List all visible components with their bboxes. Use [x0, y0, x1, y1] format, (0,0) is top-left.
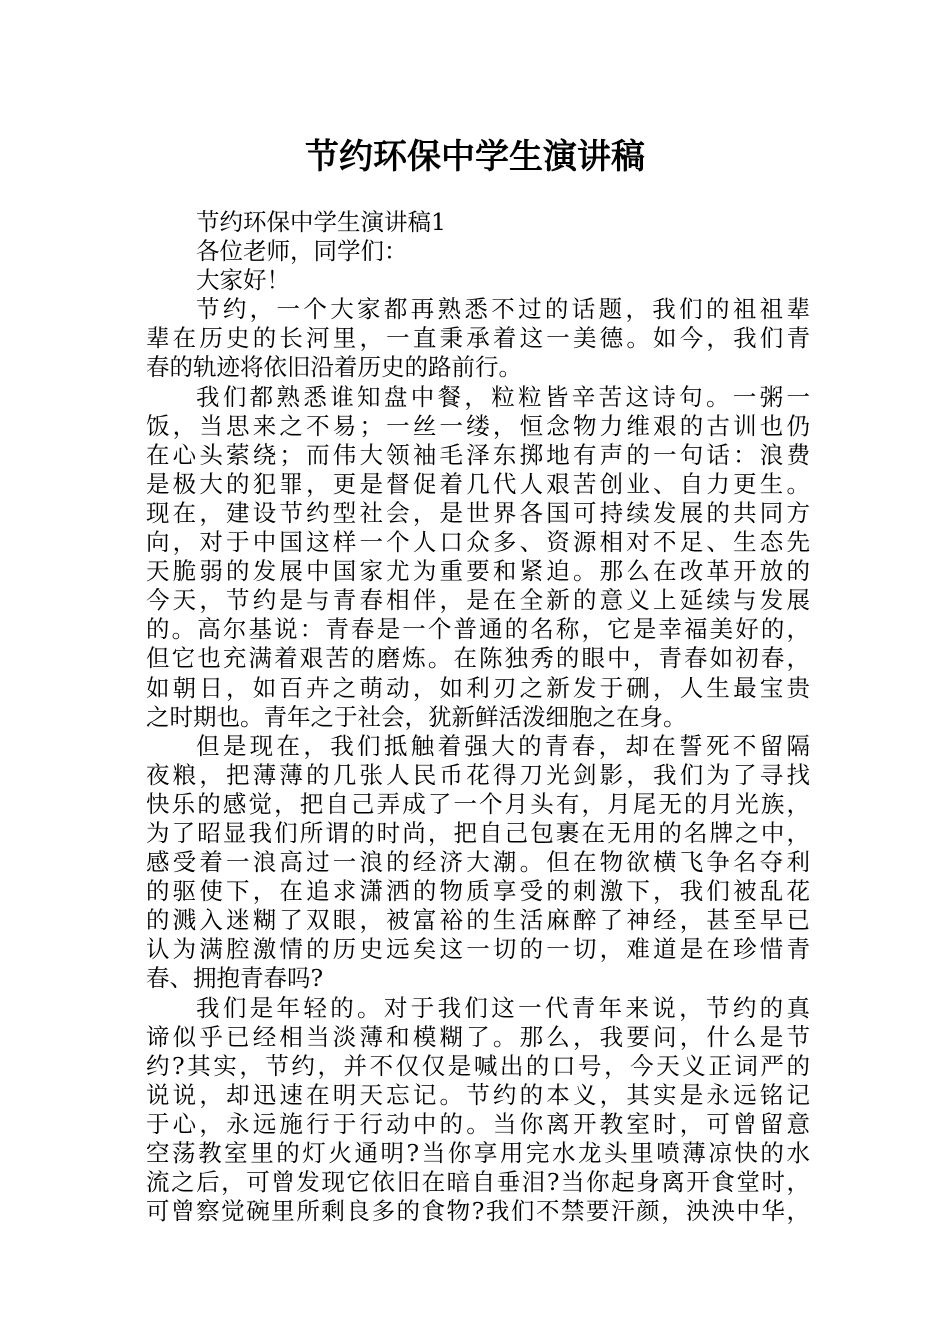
- text-line: 为了昭显我们所谓的时尚，把自己包裹在无用的名牌之中，: [146, 818, 810, 847]
- text-line: 空荡教室里的灯火通明?当你享用完水龙头里喷薄凉快的水: [146, 1139, 810, 1167]
- text-line: 认为满腔激情的历史远矣这一切的一切，难道是在珍惜青: [146, 935, 810, 964]
- text-line: 说说，却迅速在明天忘记。节约的本义，其实是永远铭记: [146, 1080, 810, 1109]
- text-line: 夜粮，把薄薄的几张人民币花得刀光剑影，我们为了寻找: [146, 760, 810, 789]
- text-line: 节约环保中学生演讲稿1: [196, 208, 446, 236]
- document-title: 节约环保中学生演讲稿: [305, 137, 645, 177]
- text-line: 我们是年轻的。对于我们这一代青年来说，节约的真: [196, 993, 810, 1022]
- text-line: 谛似乎已经相当淡薄和模糊了。那么，我要问，什么是节: [146, 1022, 810, 1051]
- text-line: 流之后，可曾发现它依旧在暗自垂泪?当你起身离开食堂时，: [146, 1168, 810, 1197]
- text-line: 在心头萦绕；而伟大领袖毛泽东掷地有声的一句话：浪费: [146, 440, 810, 469]
- text-line: 如朝日，如百卉之萌动，如利刃之新发于硎，人生最宝贵: [146, 673, 810, 702]
- text-line: 可曾察觉碗里所剩良多的食物?我们不禁要汗颜，泱泱中华，: [146, 1197, 810, 1226]
- text-line: 现在，建设节约型社会，是世界各国可持续发展的共同方: [146, 498, 810, 527]
- text-line: 各位老师，同学们：: [196, 237, 408, 266]
- text-line: 饭，当思来之不易；一丝一缕，恒念物力维艰的古训也仍: [146, 411, 810, 440]
- text-line: 但是现在，我们抵触着强大的青春，却在誓死不留隔: [196, 731, 810, 760]
- text-line: 向，对于中国这样一个人口众多、资源相对不足、生态先: [146, 528, 810, 557]
- text-line: 是极大的犯罪，更是督促着几代人艰苦创业、自力更生。: [146, 469, 810, 498]
- text-line: 我们都熟悉谁知盘中餐，粒粒皆辛苦这诗句。一粥一: [196, 382, 810, 411]
- text-line: 但它也充满着艰苦的磨炼。在陈独秀的眼中，青春如初春，: [146, 644, 810, 673]
- text-line: 的驱使下，在追求潇洒的物质享受的刺激下，我们被乱花: [146, 877, 810, 906]
- text-line: 快乐的感觉，把自己弄成了一个月头有，月尾无的月光族，: [146, 789, 810, 818]
- text-line: 大家好！: [196, 266, 290, 295]
- text-line: 今天，节约是与青春相伴，是在全新的意义上延续与发展: [146, 586, 810, 615]
- document-body: [146, 208, 810, 1226]
- text-line: 春、拥抱青春吗?: [146, 964, 324, 993]
- text-line: 于心，永远施行于行动中的。当你离开教室时，可曾留意: [146, 1109, 810, 1138]
- text-line: 之时期也。青年之于社会，犹新鲜活泼细胞之在身。: [146, 702, 687, 731]
- text-line: 的溅入迷糊了双眼，被富裕的生活麻醉了神经，甚至早已: [146, 906, 810, 935]
- text-line: 节约，一个大家都再熟悉不过的话题，我们的祖祖辈: [196, 295, 810, 324]
- text-line: 春的轨迹将依旧沿着历史的路前行。: [146, 353, 522, 382]
- text-line: 辈在历史的长河里，一直秉承着这一美德。如今，我们青: [146, 324, 810, 353]
- text-line: 约?其实，节约，并不仅仅是喊出的口号，今天义正词严的: [146, 1051, 810, 1080]
- text-line: 的。高尔基说：青春是一个普通的名称，它是幸福美好的，: [146, 615, 810, 644]
- text-line: 天脆弱的发展中国家尤为重要和紧迫。那么在改革开放的: [146, 557, 810, 586]
- text-line: 感受着一浪高过一浪的经济大潮。但在物欲横飞争名夺利: [146, 848, 810, 877]
